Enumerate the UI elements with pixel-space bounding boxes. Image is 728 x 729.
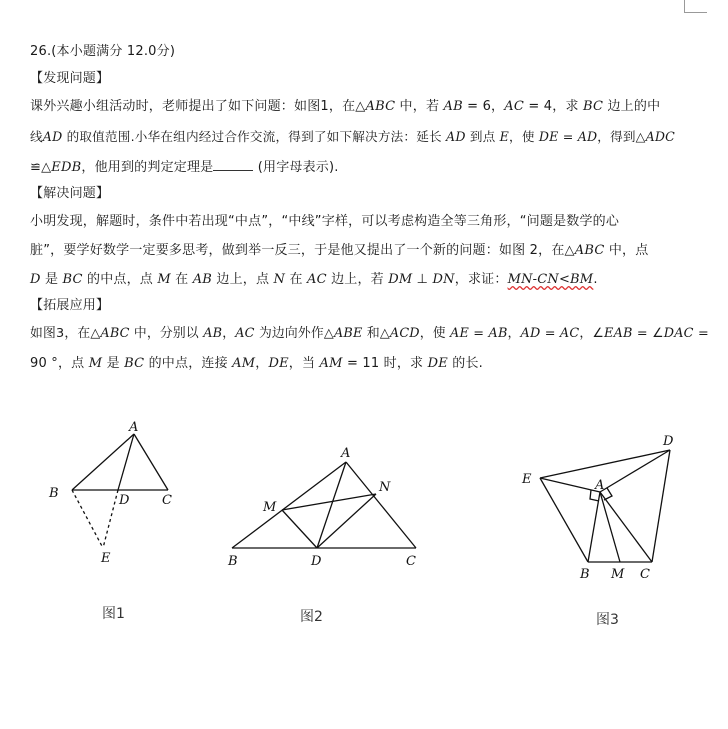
fig2-label-d: D xyxy=(311,554,322,569)
fig1-label-a: A xyxy=(129,420,139,435)
fig3-segment-ab xyxy=(588,492,600,562)
fig2-segment-ac xyxy=(346,462,416,548)
fig3-label-b: B xyxy=(580,567,590,582)
section-title-solve: 【解决问题】 xyxy=(30,186,110,201)
fig3-segment-am xyxy=(600,492,620,562)
discover-line-1: 课外兴趣小组活动时，老师提出了如下问题：如图1，在△ABC 中，若 AB = 6，AC = 4，求 BC 边上的中 xyxy=(30,99,661,114)
fig1-segment-de xyxy=(103,490,118,548)
proof-statement: MN-CN<BM xyxy=(507,272,594,287)
figure-3 xyxy=(540,450,670,562)
fig2-label-a: A xyxy=(341,446,351,461)
fig1-label-b: B xyxy=(49,486,59,501)
fig3-segment-ed xyxy=(540,450,670,478)
extend-line-2: 90 °，点 M 是 BC 的中点，连接 AM，DE，当 AM = 11 时，求 DE 的长. xyxy=(30,356,483,371)
fig2-label-c: C xyxy=(406,554,416,569)
discover-line-3: ≌△EDB，他用到的判定定理是 (用字母表示). xyxy=(30,160,339,175)
fig1-segment-be xyxy=(72,490,103,548)
fig3-label-c: C xyxy=(640,567,650,582)
extend-line-1: 如图3，在△ABC 中，分别以 AB，AC 为边向外作△ABE 和△ACD，使 AE = AB，AD = AC，∠EAB = ∠DAC = xyxy=(30,326,709,341)
fig1-label-e: E xyxy=(101,551,111,566)
solve-line-2: 脏”，要学好数学一定要多思考，做到举一反三，于是他又提出了一个新的问题：如图 2，在△ABC 中，点 xyxy=(30,243,649,258)
fig3-label-e: E xyxy=(522,472,532,487)
fig1-label-c: C xyxy=(162,493,172,508)
section-title-discover: 【发现问题】 xyxy=(30,71,110,86)
solve-line-3: D 是 BC 的中点，点 M 在 AB 边上，点 N 在 AC 边上，若 DM ⊥ DN，求证：MN-CN<BM. xyxy=(30,272,598,287)
fig3-segment-ea xyxy=(540,478,600,492)
fig3-segment-ad xyxy=(600,450,670,492)
fig2-label-n: N xyxy=(379,480,391,495)
fig2-caption: 图2 xyxy=(300,609,323,625)
fig1-segment-ac xyxy=(134,434,168,490)
fig3-label-m: M xyxy=(611,567,625,582)
problem-header: 26.(本小题满分 12.0分) xyxy=(30,44,176,59)
fig1-caption: 图1 xyxy=(102,606,125,622)
fig2-label-b: B xyxy=(228,554,238,569)
figure-1 xyxy=(72,434,168,548)
fig3-segment-eb xyxy=(540,478,588,562)
figure-2 xyxy=(232,462,416,548)
fig3-segment-dc xyxy=(652,450,670,562)
fig2-segment-ba xyxy=(232,462,346,548)
fig1-segment-ba xyxy=(72,434,134,490)
solve-line-1: 小明发现，解题时，条件中若出现“中点”，“中线”字样，可以考虑构造全等三角形，“问题是数学的心 xyxy=(30,214,620,229)
fig2-label-m: M xyxy=(263,500,277,515)
fig3-segment-ac xyxy=(600,492,652,562)
section-title-extend: 【拓展应用】 xyxy=(30,298,110,313)
fig1-segment-ad xyxy=(118,434,134,490)
fig3-label-a: A xyxy=(595,478,605,493)
fig2-segment-md xyxy=(282,510,317,548)
fig3-caption: 图3 xyxy=(596,612,619,628)
fig3-label-d: D xyxy=(663,434,674,449)
fig1-label-d: D xyxy=(119,493,130,508)
discover-line-2: 线AD 的取值范围.小华在组内经过合作交流，得到了如下解决方法：延长 AD 到点 E，使 DE = AD，得到△ADC xyxy=(30,129,676,144)
